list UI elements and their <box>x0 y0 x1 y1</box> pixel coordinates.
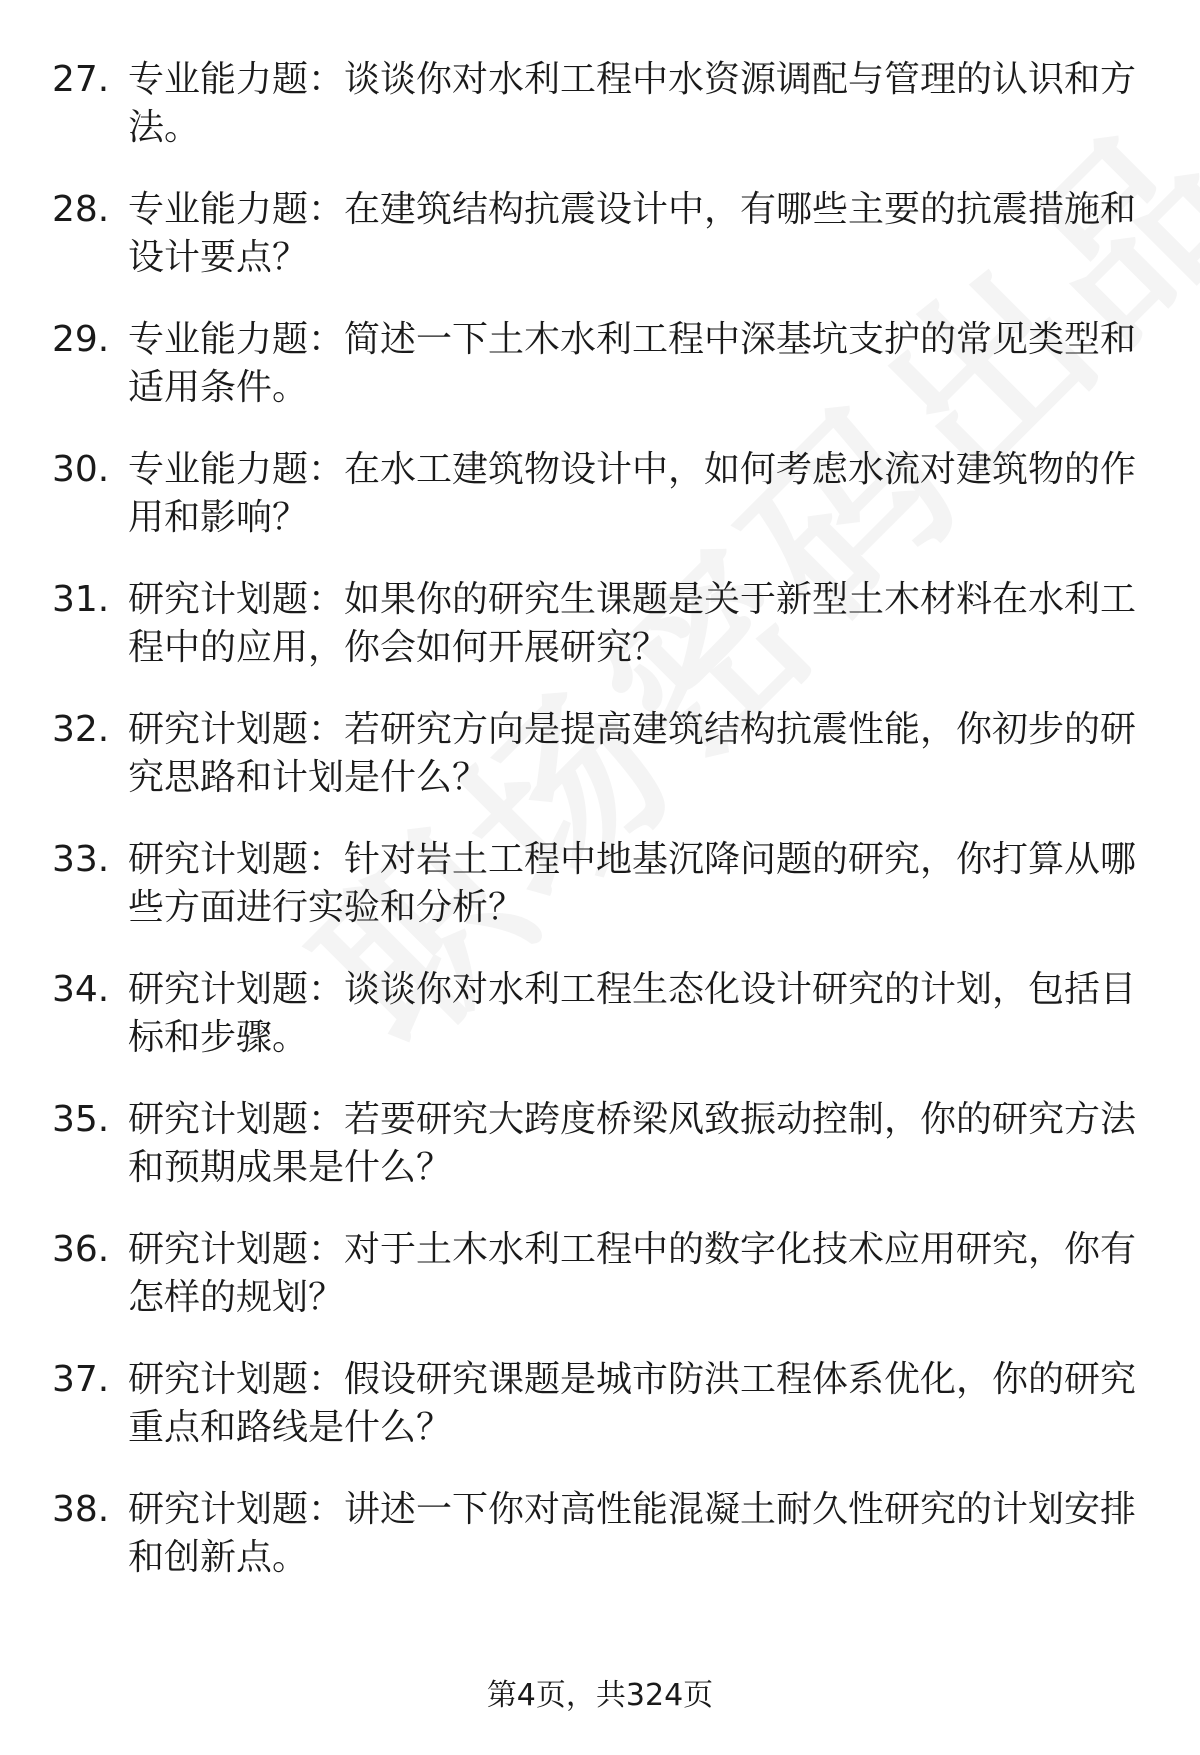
item-number: 28. <box>52 189 110 230</box>
item-text: 研究计划题：对于土木水利工程中的数字化技术应用研究，你有怎样的规划？ <box>128 1229 1137 1318</box>
item-text: 研究计划题：若研究方向是提高建筑结构抗震性能，你初步的研究思路和计划是什么？ <box>128 709 1137 798</box>
item-number: 36. <box>52 1229 110 1270</box>
item-number: 31. <box>52 579 110 620</box>
list-item <box>52 1096 1142 1226</box>
item-text: 研究计划题：谈谈你对水利工程生态化设计研究的计划，包括目标和步骤。 <box>128 969 1137 1058</box>
item-text: 研究计划题：假设研究课题是城市防洪工程体系优化，你的研究重点和路线是什么？ <box>128 1359 1137 1448</box>
item-text: 专业能力题：谈谈你对水利工程中水资源调配与管理的认识和方法。 <box>128 59 1137 148</box>
item-text: 研究计划题：如果你的研究生课题是关于新型土木材料在水利工程中的应用，你会如何开展研究？ <box>128 579 1137 668</box>
item-number: 29. <box>52 319 110 360</box>
list-item <box>52 836 1142 966</box>
list-item <box>52 1226 1142 1356</box>
item-number: 35. <box>52 1099 110 1140</box>
item-text: 研究计划题：若要研究大跨度桥梁风致振动控制，你的研究方法和预期成果是什么？ <box>128 1099 1137 1188</box>
list-item <box>52 186 1142 316</box>
list-item <box>52 966 1142 1096</box>
item-text: 研究计划题：针对岩土工程中地基沉降问题的研究，你打算从哪些方面进行实验和分析？ <box>128 839 1137 928</box>
item-number: 38. <box>52 1489 110 1530</box>
list-item <box>52 706 1142 836</box>
item-number: 37. <box>52 1359 110 1400</box>
item-text: 专业能力题：简述一下土木水利工程中深基坑支护的常见类型和适用条件。 <box>128 319 1137 408</box>
item-text: 专业能力题：在水工建筑物设计中，如何考虑水流对建筑物的作用和影响？ <box>128 449 1137 538</box>
item-text: 专业能力题：在建筑结构抗震设计中，有哪些主要的抗震措施和设计要点？ <box>128 189 1137 278</box>
list-item <box>52 316 1142 446</box>
item-number: 33. <box>52 839 110 880</box>
item-number: 27. <box>52 59 110 100</box>
list-item <box>52 1486 1142 1616</box>
list-item <box>52 446 1142 576</box>
page-number: 第4页，共324页 <box>486 1678 714 1713</box>
question-list <box>52 56 1142 1616</box>
item-number: 34. <box>52 969 110 1010</box>
list-item <box>52 576 1142 706</box>
list-item <box>52 56 1142 186</box>
item-text: 研究计划题：讲述一下你对高性能混凝土耐久性研究的计划安排和创新点。 <box>128 1489 1137 1578</box>
item-number: 32. <box>52 709 110 750</box>
item-number: 30. <box>52 449 110 490</box>
list-item <box>52 1356 1142 1486</box>
